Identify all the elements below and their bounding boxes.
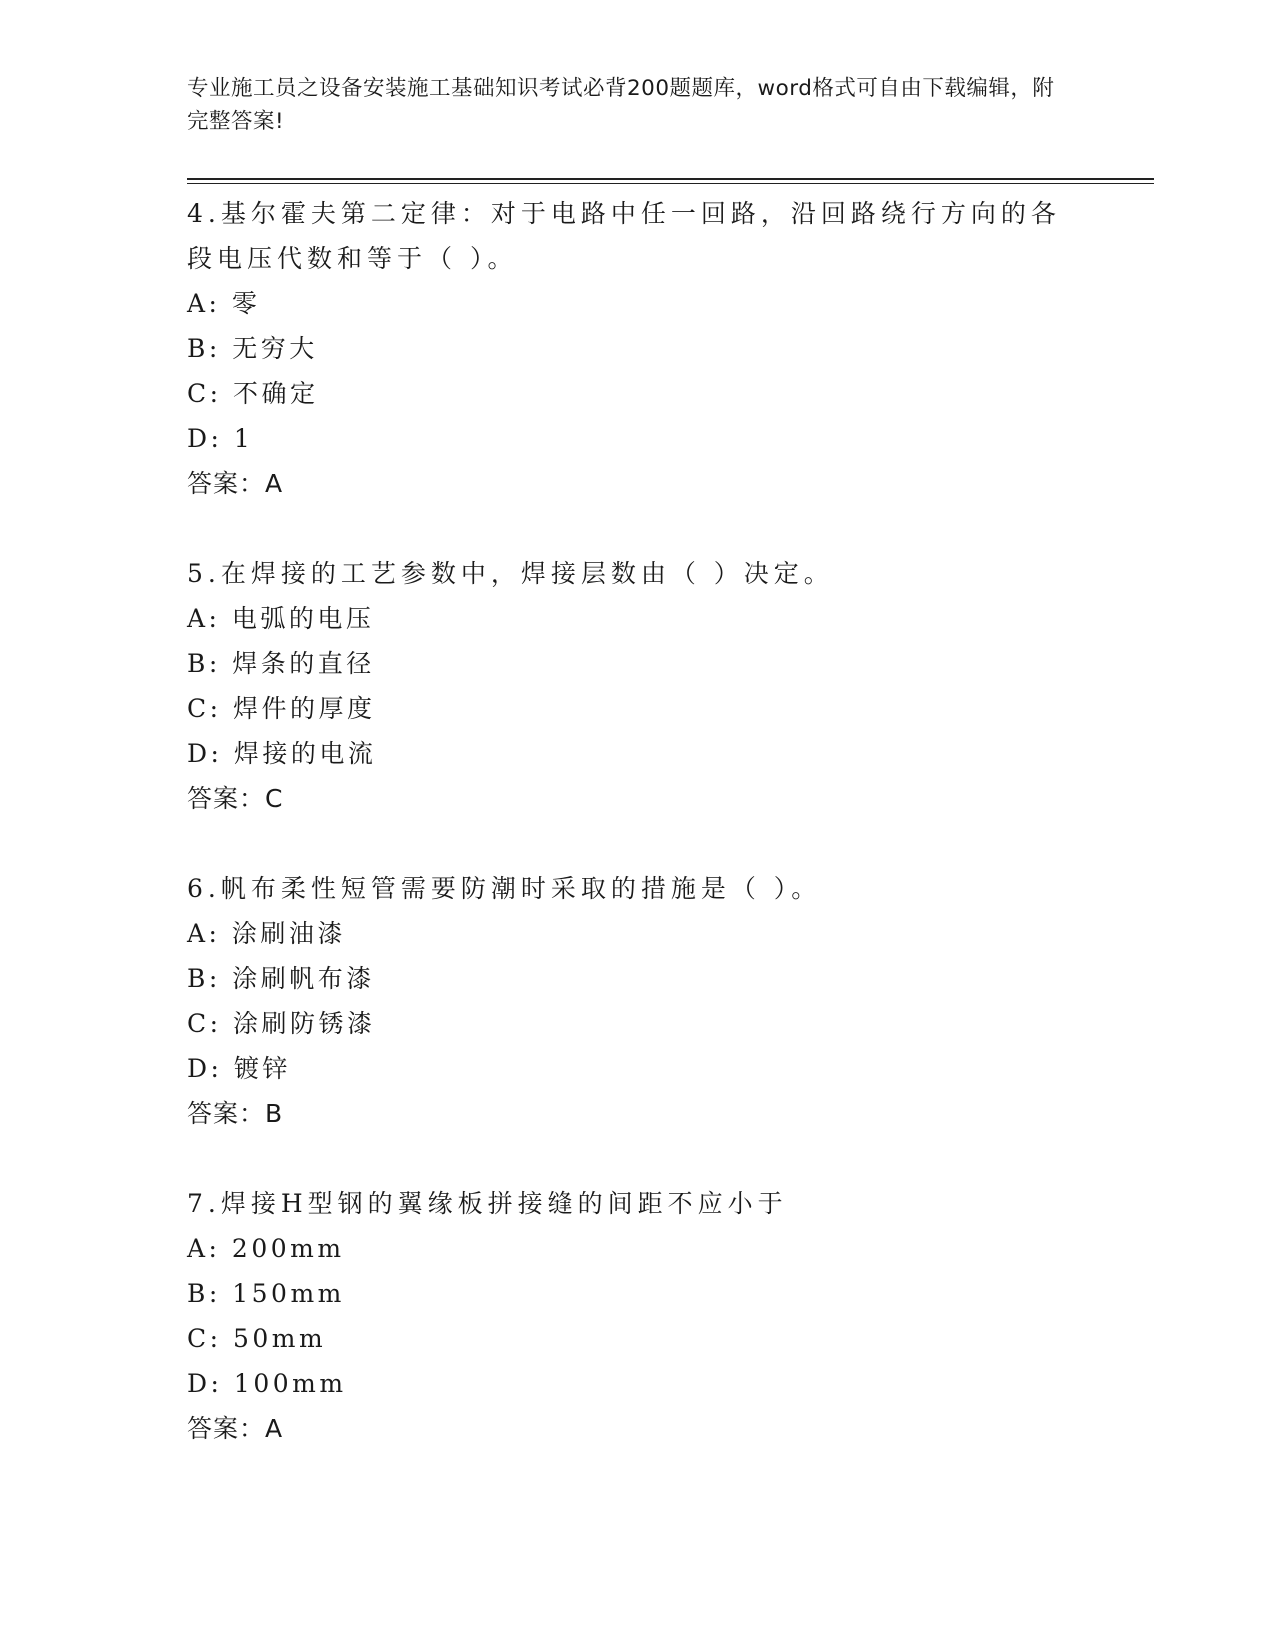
question-5 xyxy=(187,551,1067,821)
option-b: B: 无穷大 xyxy=(187,334,318,363)
option-d: D: 100mm xyxy=(187,1369,347,1398)
option-a: A: 200mm xyxy=(187,1234,345,1263)
question-stem: 5.在焊接的工艺参数中，焊接层数由（ ）决定。 xyxy=(187,559,834,588)
question-list xyxy=(187,191,1067,1496)
option-a: A: 涂刷油漆 xyxy=(187,919,346,948)
answer-line: 答案：C xyxy=(187,784,284,813)
question-6 xyxy=(187,866,1067,1136)
question-7 xyxy=(187,1181,1067,1451)
document-header: 专业施工员之设备安装施工基础知识考试必背200题题库，word格式可自由下载编辑，附完整答案! xyxy=(187,76,1055,134)
question-4 xyxy=(187,191,1067,506)
answer-line: 答案：A xyxy=(187,1414,284,1443)
answer-line: 答案：B xyxy=(187,1099,284,1128)
answer-line: 答案：A xyxy=(187,469,284,498)
question-stem: 7.焊接H型钢的翼缘板拼接缝的间距不应小于 xyxy=(187,1189,788,1218)
option-d: D: 焊接的电流 xyxy=(187,739,377,768)
option-b: B: 150mm xyxy=(187,1279,345,1308)
option-c: C: 涂刷防锈漆 xyxy=(187,1009,376,1038)
option-d: D: 1 xyxy=(187,424,254,453)
option-c: C: 不确定 xyxy=(187,379,319,408)
header-divider-thick xyxy=(187,178,1154,180)
question-stem: 6.帆布柔性短管需要防潮时采取的措施是（ ）。 xyxy=(187,874,822,903)
option-d: D: 镀锌 xyxy=(187,1054,291,1083)
option-c: C: 焊件的厚度 xyxy=(187,694,376,723)
option-b: B: 涂刷帆布漆 xyxy=(187,964,375,993)
option-c: C: 50mm xyxy=(187,1324,327,1353)
option-a: A: 电弧的电压 xyxy=(187,604,375,633)
option-a: A: 零 xyxy=(187,289,261,318)
option-b: B: 焊条的直径 xyxy=(187,649,375,678)
header-divider-thin xyxy=(187,183,1154,184)
question-stem: 4.基尔霍夫第二定律：对于电路中任一回路，沿回路绕行方向的各段电压代数和等于（ ）。 xyxy=(187,199,1061,273)
